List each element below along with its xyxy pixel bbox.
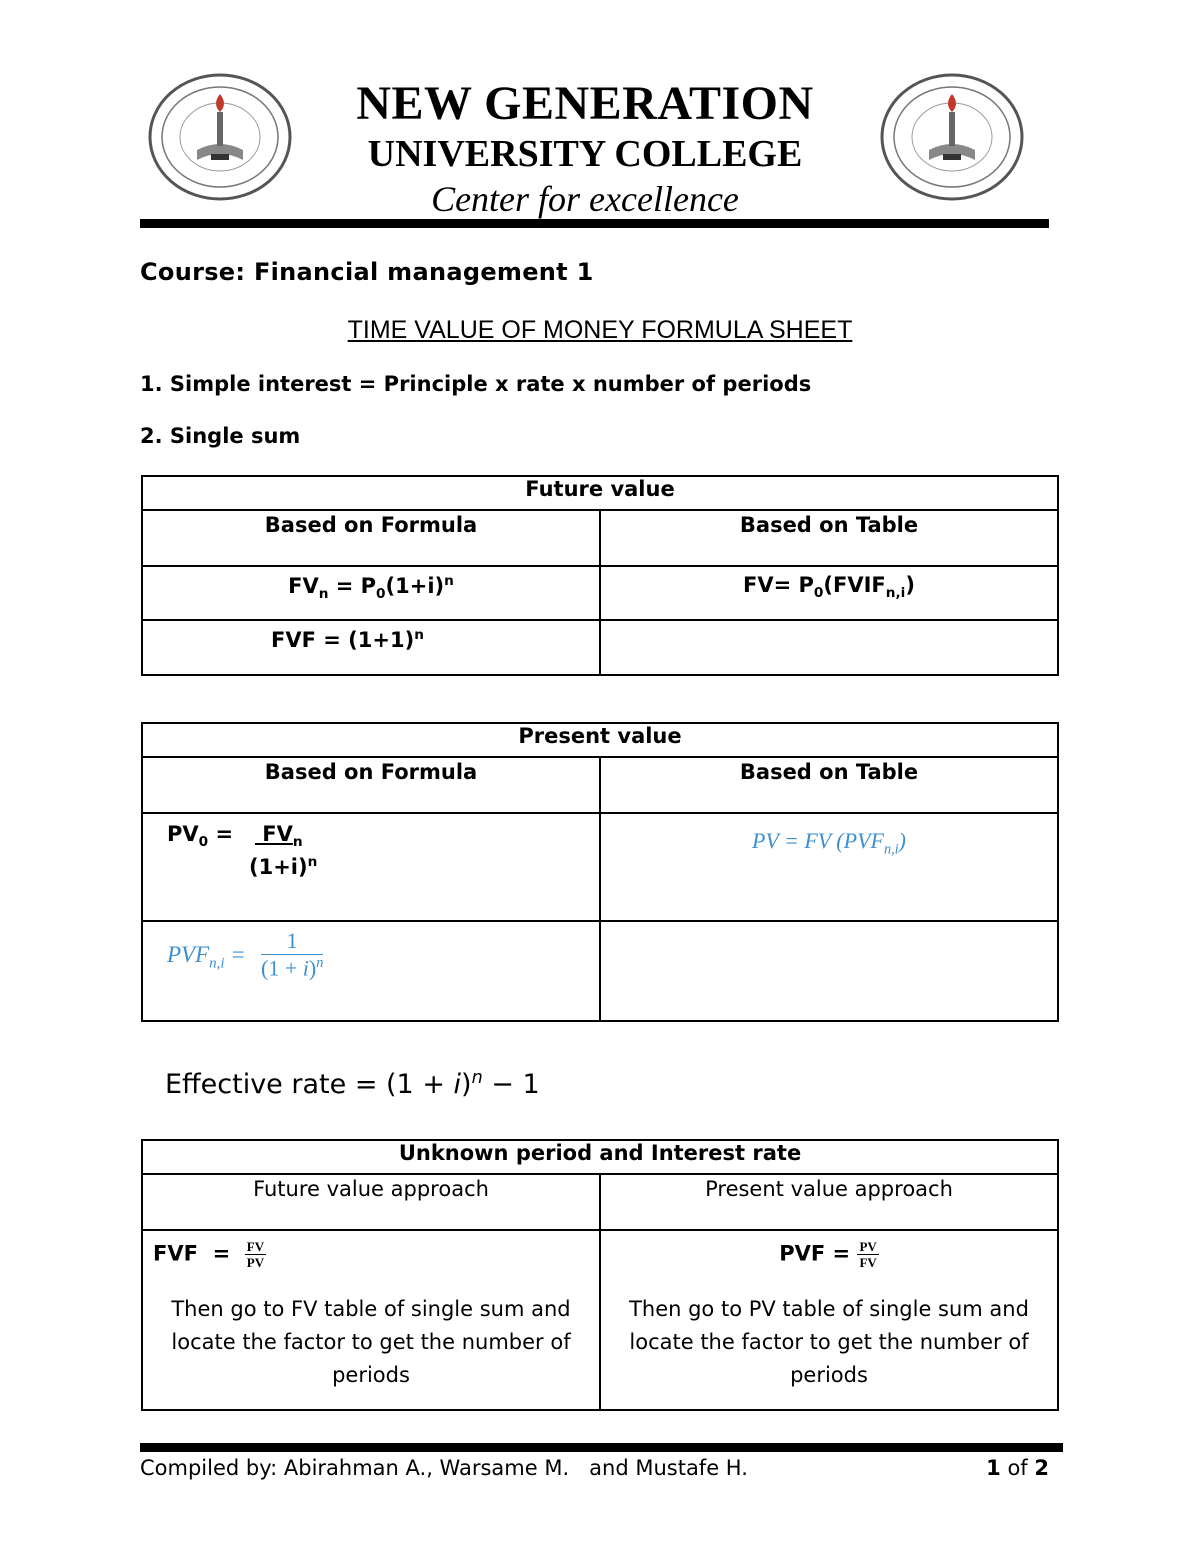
fv-col-table: Based on Table bbox=[600, 510, 1058, 566]
effective-rate-label: Effective rate bbox=[165, 1069, 347, 1100]
page-total: 2 bbox=[1034, 1456, 1049, 1480]
pv-col-formula: Based on Formula bbox=[142, 757, 600, 813]
fvf-formula: FVF = $(1+1)^n$ bbox=[142, 620, 600, 675]
unknown-period-table bbox=[141, 1139, 1059, 1411]
institution-name: NEW GENERATION bbox=[356, 77, 814, 130]
pv-formula: $PV_0$ = $FV_n$ $(1+i)^n$ bbox=[142, 813, 600, 921]
pv-col-table: Based on Table bbox=[600, 757, 1058, 813]
pv-approach-text: Then go to PV table of single sum and locate the factor to get the number of periods bbox=[629, 1297, 1029, 1387]
simple-interest-formula: 1. Simple interest = Principle x rate x number of periods bbox=[140, 372, 812, 396]
pv-empty-cell bbox=[600, 921, 1058, 1021]
future-value-table bbox=[141, 475, 1059, 676]
fv-approach-text: Then go to FV table of single sum and locate the factor to get the number of periods bbox=[171, 1297, 571, 1387]
fv-col-formula: Based on Formula bbox=[142, 510, 600, 566]
fv-approach-cell bbox=[142, 1230, 600, 1410]
fv-formula: $FV_n = P_0(1+i)^n$ bbox=[142, 566, 600, 620]
header-rule bbox=[140, 219, 1049, 228]
page-of: of bbox=[1007, 1456, 1028, 1480]
fv-empty-cell bbox=[600, 620, 1058, 675]
pvf-ratio: PVF = $\frac{PV}{FV}$ bbox=[779, 1239, 877, 1270]
single-sum-heading: 2. Single sum bbox=[140, 424, 301, 448]
unknown-col-fv: Future value approach bbox=[142, 1174, 600, 1230]
pv-table-title: Present value bbox=[142, 723, 1058, 757]
present-value-table bbox=[141, 722, 1059, 1022]
college-name: UNIVERSITY COLLEGE bbox=[367, 133, 803, 175]
fv-table-title: Future value bbox=[142, 476, 1058, 510]
fv-table-formula: $FV= P_0(FVIF_{n,i})$ bbox=[600, 566, 1058, 620]
pv-approach-cell bbox=[600, 1230, 1058, 1410]
unknown-table-title: Unknown period and Interest rate bbox=[142, 1140, 1058, 1174]
pv-table-formula: PV = FV $(PVF_{n,i})$ bbox=[600, 813, 1058, 921]
pvf-formula: $PVF_{n,i}$ = 1 $(1 + i)^n$ bbox=[142, 921, 600, 1021]
unknown-col-pv: Present value approach bbox=[600, 1174, 1058, 1230]
tagline: Center for excellence bbox=[431, 179, 739, 219]
compiled-by: Compiled by: Abirahman A., Warsame M. and Mustafe H. bbox=[140, 1456, 748, 1480]
footer-rule bbox=[140, 1443, 1063, 1452]
course-title: Course: Financial management 1 bbox=[140, 258, 594, 286]
effective-rate-formula: Effective rate = $(1 + i)^n - 1$ bbox=[165, 1068, 540, 1100]
fvf-ratio: FVF = $\frac{FV}{PV}$ bbox=[153, 1239, 265, 1270]
sheet-title: TIME VALUE OF MONEY FORMULA SHEET bbox=[347, 316, 853, 344]
page-current: 1 bbox=[986, 1456, 1001, 1480]
page-number bbox=[985, 1456, 1049, 1480]
